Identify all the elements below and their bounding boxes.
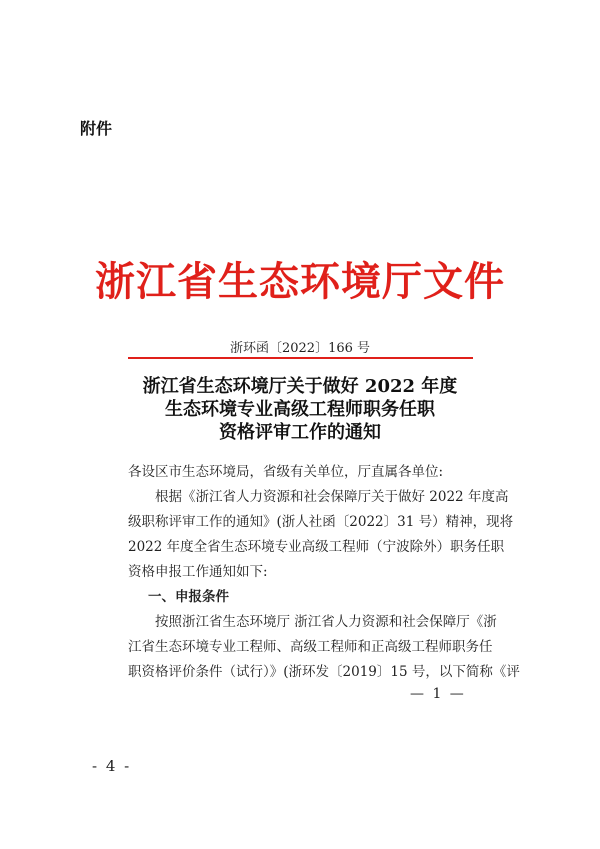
notice-title-line-2: 生态环境专业高级工程师职务任职: [165, 399, 435, 420]
paragraph-1-line-3: 2022 年度全省生态环境专业高级工程师（宁波除外）职务任职: [128, 539, 505, 555]
attachment-label: 附件: [80, 119, 113, 138]
salutation: 各设区市生态环境局，省级有关单位，厅直属各单位:: [128, 464, 444, 480]
document-body: [128, 460, 520, 685]
section-1-heading: 一、申报条件: [148, 589, 229, 605]
inner-page-number: — 1 —: [410, 686, 466, 702]
notice-title: [0, 375, 600, 444]
notice-title-line-1: 浙江省生态环境厅关于做好 2022 年度: [142, 376, 458, 397]
document-header-title: 浙江省生态环境厅文件: [95, 258, 505, 305]
paragraph-2-line-2: 江省生态环境专业工程师、高级工程师和正高级工程师职务任: [128, 639, 493, 655]
outer-page-number: - 4 -: [92, 757, 132, 775]
paragraph-2-line-3: 职资格评价条件（试行）》(浙环发〔2019〕15 号，以下简称《评: [128, 664, 520, 680]
document-number: 浙环函〔2022〕166 号: [229, 341, 371, 356]
paragraph-1-line-2: 级职称评审工作的通知》(浙人社函〔2022〕31 号）精神，现将: [128, 514, 514, 530]
notice-title-line-3: 资格评审工作的通知: [219, 422, 381, 443]
paragraph-1-line-1: 根据《浙江省人力资源和社会保障厅关于做好 2022 年度高: [155, 489, 509, 505]
paragraph-1-line-4: 资格申报工作通知如下:: [128, 564, 268, 580]
paragraph-2-line-1: 按照浙江省生态环境厅 浙江省人力资源和社会保障厅《浙: [155, 614, 497, 630]
red-divider-line: [128, 357, 473, 359]
